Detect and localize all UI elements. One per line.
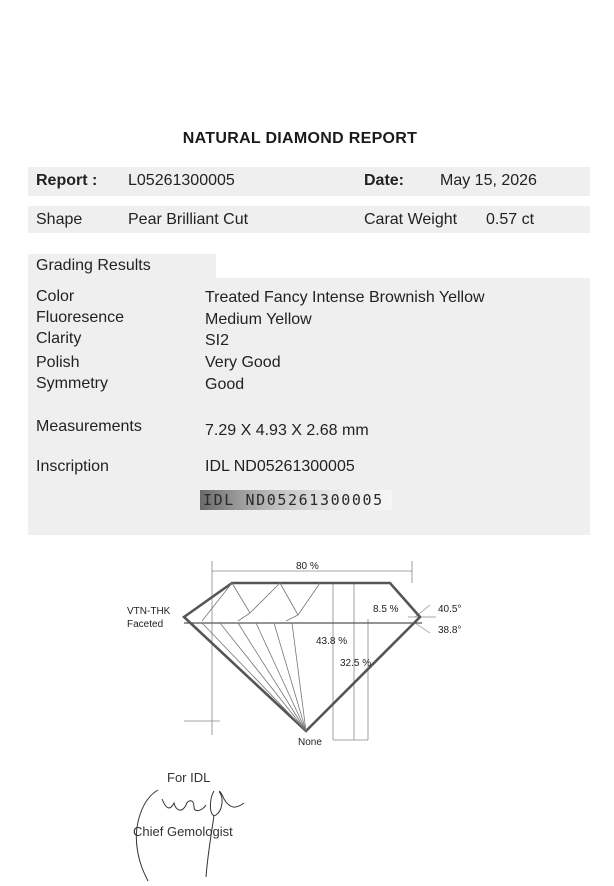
polish-value: Very Good xyxy=(205,354,281,371)
table-percentage: 80 % xyxy=(296,561,319,572)
clarity-label: Clarity xyxy=(36,330,82,347)
total-depth-percentage: 43.8 % xyxy=(316,636,348,647)
shape-value: Pear Brilliant Cut xyxy=(128,211,249,228)
crown-height-percentage: 8.5 % xyxy=(373,604,399,615)
inscription-photo: IDL ND05261300005 xyxy=(200,490,392,510)
report-number-value: L05261300005 xyxy=(128,172,235,189)
proportion-diagram xyxy=(120,555,480,755)
girdle-finish-label: Faceted xyxy=(127,619,164,630)
for-idl-label: For IDL xyxy=(167,770,211,785)
symmetry-label: Symmetry xyxy=(36,375,108,392)
chief-gemologist-title: Chief Gemologist xyxy=(133,824,233,839)
clarity-value: SI2 xyxy=(205,332,230,349)
pavilion-depth-percentage: 32.5 % xyxy=(340,658,372,669)
carat-value: 0.57 ct xyxy=(486,211,535,228)
color-value: Treated Fancy Intense Brownish Yellow xyxy=(205,289,485,306)
shape-label: Shape xyxy=(36,211,83,228)
reference-lines xyxy=(184,561,436,740)
culet-label: None xyxy=(298,737,322,748)
date-value: May 15, 2026 xyxy=(440,172,537,189)
inscription-value: IDL ND05261300005 xyxy=(205,458,355,475)
pavilion-angle: 38.8° xyxy=(438,625,462,636)
crown-angle: 40.5° xyxy=(438,604,462,615)
fluorescence-label: Fluoresence xyxy=(36,309,125,326)
measurements-value: 7.29 X 4.93 X 2.68 mm xyxy=(205,422,369,439)
symmetry-value: Good xyxy=(205,376,245,393)
report-title: NATURAL DIAMOND REPORT xyxy=(182,130,418,147)
fluorescence-value: Medium Yellow xyxy=(205,311,312,328)
measurements-label: Measurements xyxy=(36,418,142,435)
carat-label: Carat Weight xyxy=(364,211,458,228)
girdle-thickness-label: VTN-THK xyxy=(127,606,171,617)
color-label: Color xyxy=(36,288,75,305)
facet-lines xyxy=(202,583,320,731)
polish-label: Polish xyxy=(36,354,80,371)
inscription-label: Inscription xyxy=(36,458,109,475)
report-number-label: Report : xyxy=(36,172,98,189)
grading-results-heading: Grading Results xyxy=(36,257,151,274)
date-label: Date: xyxy=(364,172,405,189)
